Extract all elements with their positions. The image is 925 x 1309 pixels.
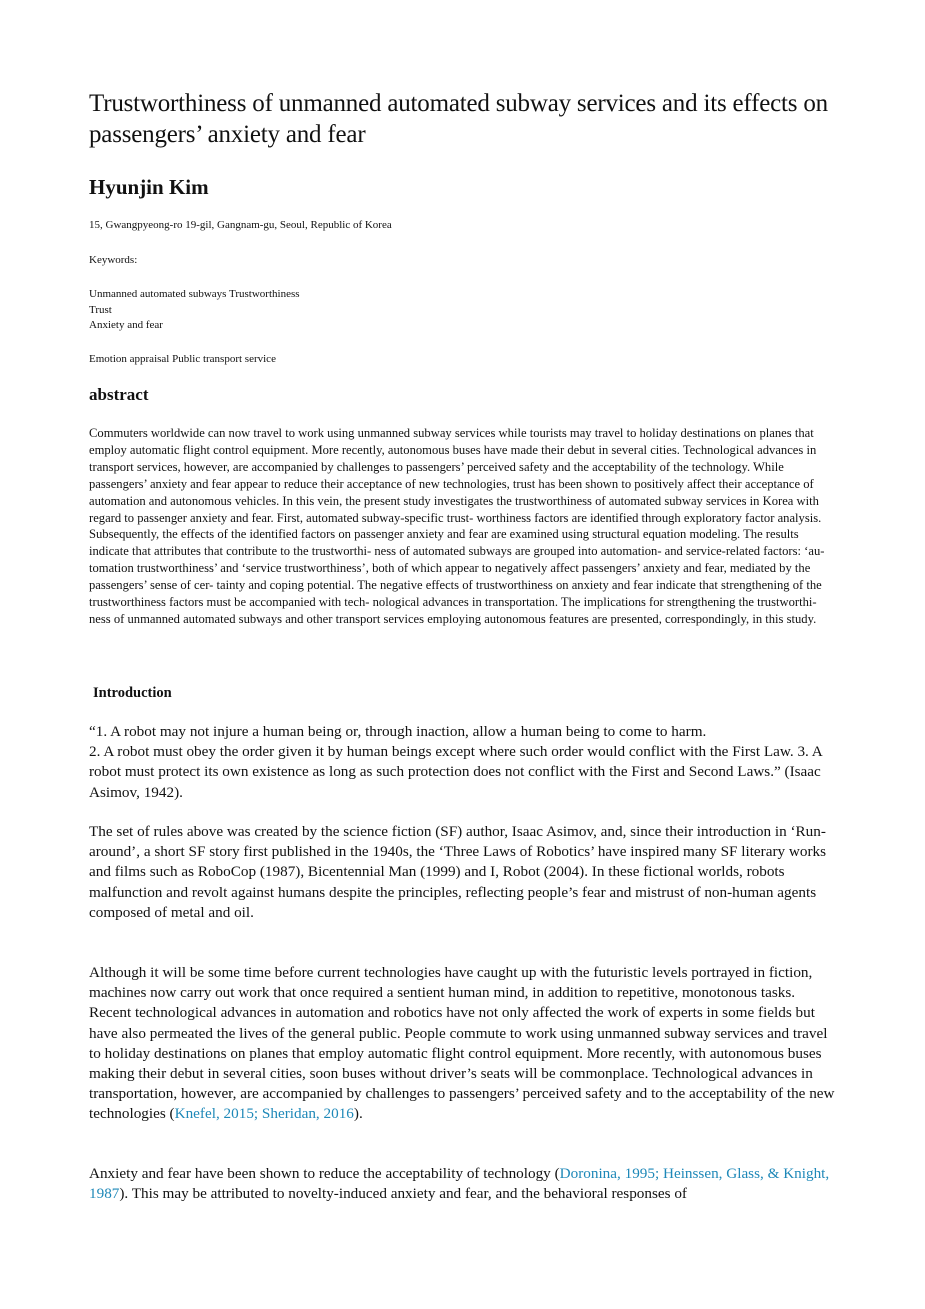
abstract-text: Commuters worldwide can now travel to work using unmanned subway services while tourists may travel to holiday destinations on planes that employ automatic flight control equipment. More recently, autonomous buses have made their debut in several cities. Technological advances in transport services, however, are accompanied by challenges to passengers’ perceived safety and the acceptability of the technology. While passengers’ anxiety and fear appear to reduce their acceptance of new technologies, trust has been shown to positively affect their acceptance of automation and autonomous vehicles. In this vein, the present study investigates the trustworthiness of automated subway services in Korea with regard to passenger anxiety and fear. First, automated subway-specific trust- worthiness factors are identified through exploratory factor analysis. Subsequently, the effects of the identified factors on passenger anxiety and fear are examined using structural equation modeling. The results indicate that attributes that contribute to the trustworthi- ness of automated subways are grouped into automation- and service-related factors: ‘au- tomation trustworthiness’ and ‘service trustworthiness’, both of which appear to negatively affect passengers’ anxiety and fear, mediated by the passengers’ sense of cer- tainty and coping potential. The negative effects of trustworthiness on anxiety and fear indicate that strengthening of the trustworthiness factors must be accompanied with tech- nological advances in transportation. The implications for strengthening the trustworthi- ness of unmanned automated subways and other transport services employing autonomous features are presented, correspondingly, in this study. bbox=[89, 426, 825, 626]
quote-line-2: 2. A robot must obey the order given it by human beings except where such order would conflict with the First Law. 3. A robot must protect its own existence as long as such protection does not conflict with the First and Second Laws.” (Isaac Asimov, 1942). bbox=[89, 743, 822, 801]
quote-line-1: “1. A robot may not injure a human being or, through inaction, allow a human being to come to harm. bbox=[89, 723, 707, 740]
paper-title: Trustworthiness of unmanned automated subway services and its effects on passengers’ anxiety and fear bbox=[89, 90, 828, 148]
paragraph-text: Although it will be some time before current technologies have caught up with the futuristic levels portrayed in fiction, machines now carry out work that once required a sentient human mind, in addition to repetitive, monotonous tasks. Recent technological advances in automation and robotics have not only affected the work of experts in some fields but have also permeated the lives of the general public. People commute to work using unmanned subway services and travel to holiday destinations on planes that employ automatic flight control equipment. More recently, with autonomous buses making their debut in several cities, soon buses without driver’s seats will be commonplace. Technological advances in transportation, however, are accompanied by challenges to passengers’ perceived safety and to the acceptability of the new technologies ( bbox=[89, 964, 835, 1123]
citation-link[interactable]: Knefel, 2015; Sheridan, 2016 bbox=[174, 1105, 354, 1123]
paragraph-text: ). bbox=[353, 1105, 363, 1123]
author-affiliation: 15, Gwangpyeong-ro 19-gil, Gangnam-gu, Seoul, Republic of Korea bbox=[89, 219, 392, 231]
intro-paragraph-1: The set of rules above was created by the science fiction (SF) author, Isaac Asimov, and, since their introduction in ‘Run- around’, a short SF story first published in the 1940s, the ‘Three Laws of Robotics’ have inspired many SF literary works and films such as RoboCop (1987), Bicentennial Man (1999) and I, Robot (2004). In these fictional worlds, robots malfunction and revolt against humans despite the principles, reflecting people’s fear and mistrust of non-human agents composed of metal and oil. bbox=[89, 823, 827, 921]
introduction-heading: Introduction bbox=[93, 685, 172, 701]
paper-page bbox=[89, 88, 841, 1203]
keywords-list bbox=[89, 287, 300, 334]
author-name: Hyunjin Kim bbox=[89, 175, 209, 199]
intro-paragraph-2 bbox=[89, 963, 841, 1125]
citation-link[interactable]: Doronina, 1995; Heinssen, Glass, & Knight, 1987 bbox=[89, 1165, 830, 1203]
abstract-heading: abstract bbox=[89, 385, 149, 404]
keyword-item: Trust bbox=[89, 303, 112, 316]
paragraph-text: Anxiety and fear have been shown to reduce the acceptability of technology ( bbox=[89, 1165, 560, 1182]
paragraph-text: ). This may be attributed to novelty-induced anxiety and fear, and the behavioral responses of bbox=[119, 1185, 687, 1203]
keyword-item: Unmanned automated subways Trustworthiness bbox=[89, 288, 300, 300]
asimov-quote bbox=[89, 722, 841, 803]
keyword-item: Emotion appraisal Public transport service bbox=[89, 353, 276, 365]
keywords-label: Keywords: bbox=[89, 254, 138, 266]
keyword-item: Anxiety and fear bbox=[89, 319, 163, 331]
intro-paragraph-3 bbox=[89, 1164, 841, 1204]
